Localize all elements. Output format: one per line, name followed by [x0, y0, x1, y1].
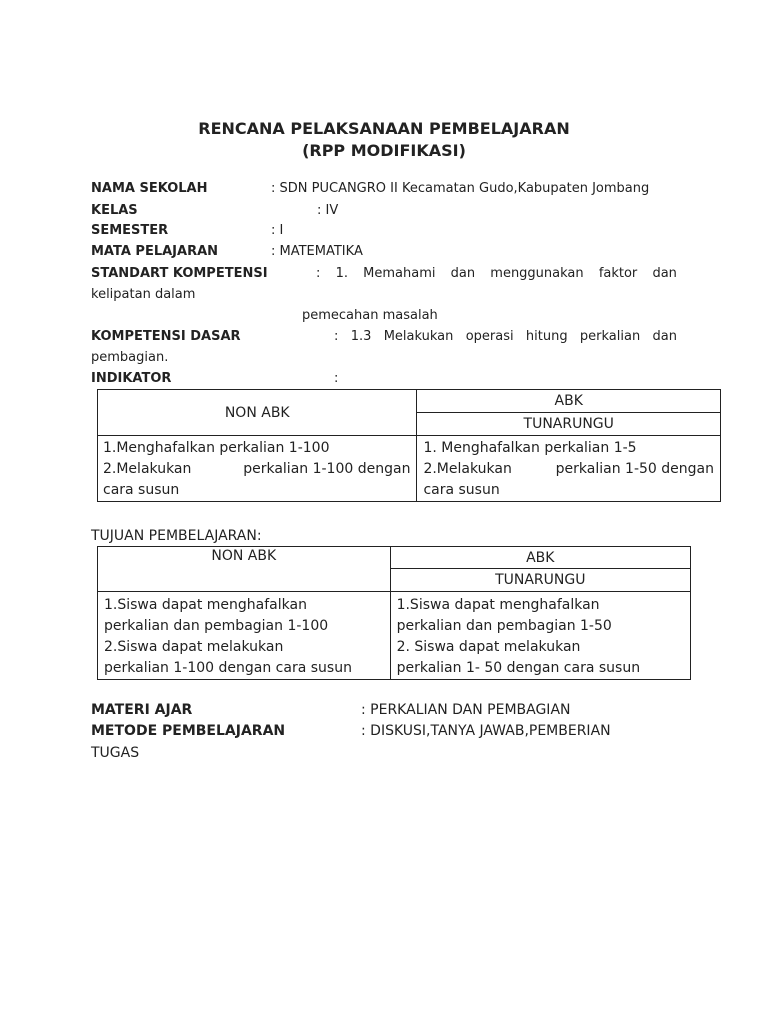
indikator-table: [97, 389, 721, 502]
semester-label: SEMESTER: [91, 223, 169, 238]
tujuan-header-non-abk: NON ABK: [98, 547, 391, 592]
document-title: RENCANA PELAKSANAAN PEMBELAJARAN: [198, 119, 570, 138]
kd-word: :: [334, 329, 339, 344]
indikator-tunarungu-cell: [417, 436, 721, 502]
indikator-value: :: [334, 371, 339, 386]
tujuan-line: perkalian 1-100 dengan cara susun: [104, 660, 352, 676]
tujuan-tunarungu-cell: [390, 592, 690, 680]
sk-word: 1.: [335, 266, 348, 281]
standart-kompetensi-label: STANDART KOMPETENSI: [91, 266, 268, 281]
tujuan-line: 1.Siswa dapat menghafalkan: [396, 597, 600, 613]
kd-word: perkalian: [579, 329, 641, 344]
kd-word: operasi: [465, 329, 514, 344]
materi-label: MATERI AJAR: [91, 702, 193, 718]
tujuan-header-tunarungu: TUNARUNGU: [390, 569, 690, 592]
tujuan-line: perkalian dan pembagian 1-100: [104, 618, 329, 634]
sk-word: menggunakan: [490, 266, 584, 281]
kd-word: hitung: [525, 329, 568, 344]
kelas-label: KELAS: [91, 203, 138, 218]
indikator-line: [103, 459, 410, 480]
indikator-text: 2.Melakukan: [423, 461, 512, 477]
tujuan-table: [97, 546, 691, 680]
sk-word: dan: [652, 266, 677, 281]
mata-pelajaran-label: MATA PELAJARAN: [91, 244, 219, 259]
indikator-text: 2.Melakukan: [103, 461, 192, 477]
kd-word: 1.3: [350, 329, 372, 344]
indikator-line: cara susun: [103, 482, 180, 498]
tujuan-line: perkalian dan pembagian 1-50: [396, 618, 612, 634]
indikator-text: perkalian 1-100 dengan: [243, 461, 411, 477]
tujuan-non-abk-cell: [98, 592, 391, 680]
sk-word: faktor: [598, 266, 638, 281]
metode-value-line2: TUGAS: [91, 745, 140, 761]
header-tunarungu: TUNARUNGU: [417, 413, 721, 436]
document-subtitle: (RPP MODIFIKASI): [302, 141, 466, 160]
sk-word: Memahami: [363, 266, 436, 281]
indikator-line: 1. Menghafalkan perkalian 1-5: [423, 440, 637, 456]
nama-sekolah-label: NAMA SEKOLAH: [91, 181, 208, 196]
standart-kompetensi-line3: pemecahan masalah: [302, 308, 438, 323]
indikator-label: INDIKATOR: [91, 371, 172, 386]
nama-sekolah-value: : SDN PUCANGRO II Kecamatan Gudo,Kabupaten Jombang: [271, 181, 650, 196]
indikator-line: cara susun: [423, 482, 500, 498]
kompetensi-dasar-line2: pembagian.: [91, 350, 169, 365]
metode-label: METODE PEMBELAJARAN: [91, 723, 286, 739]
kd-word: dan: [652, 329, 677, 344]
header-abk: ABK: [417, 390, 721, 413]
standart-kompetensi-value: [316, 266, 677, 281]
kelas-value: : IV: [317, 203, 339, 218]
tujuan-header-abk: ABK: [390, 547, 690, 569]
sk-word: :: [316, 266, 321, 281]
tujuan-line: 2.Siswa dapat melakukan: [104, 639, 284, 655]
tujuan-line: perkalian 1- 50 dengan cara susun: [396, 660, 641, 676]
standart-kompetensi-line2: kelipatan dalam: [91, 287, 196, 302]
materi-value: : PERKALIAN DAN PEMBAGIAN: [361, 702, 571, 718]
indikator-text: perkalian 1-50 dengan: [555, 461, 714, 477]
semester-value: : I: [271, 223, 284, 238]
indikator-line: [423, 459, 714, 480]
kompetensi-dasar-value: [334, 329, 677, 344]
header-non-abk: NON ABK: [98, 390, 417, 436]
indikator-non-abk-cell: [98, 436, 417, 502]
sk-word: dan: [450, 266, 476, 281]
metode-value: : DISKUSI,TANYA JAWAB,PEMBERIAN: [361, 723, 611, 739]
tujuan-heading: TUJUAN PEMBELAJARAN:: [91, 528, 262, 544]
mata-pelajaran-value: : MATEMATIKA: [271, 244, 363, 259]
indikator-line: 1.Menghafalkan perkalian 1-100: [103, 440, 330, 456]
kompetensi-dasar-label: KOMPETENSI DASAR: [91, 329, 241, 344]
tujuan-line: 1.Siswa dapat menghafalkan: [104, 597, 307, 613]
tujuan-line: 2. Siswa dapat melakukan: [396, 639, 581, 655]
kd-word: Melakukan: [383, 329, 454, 344]
